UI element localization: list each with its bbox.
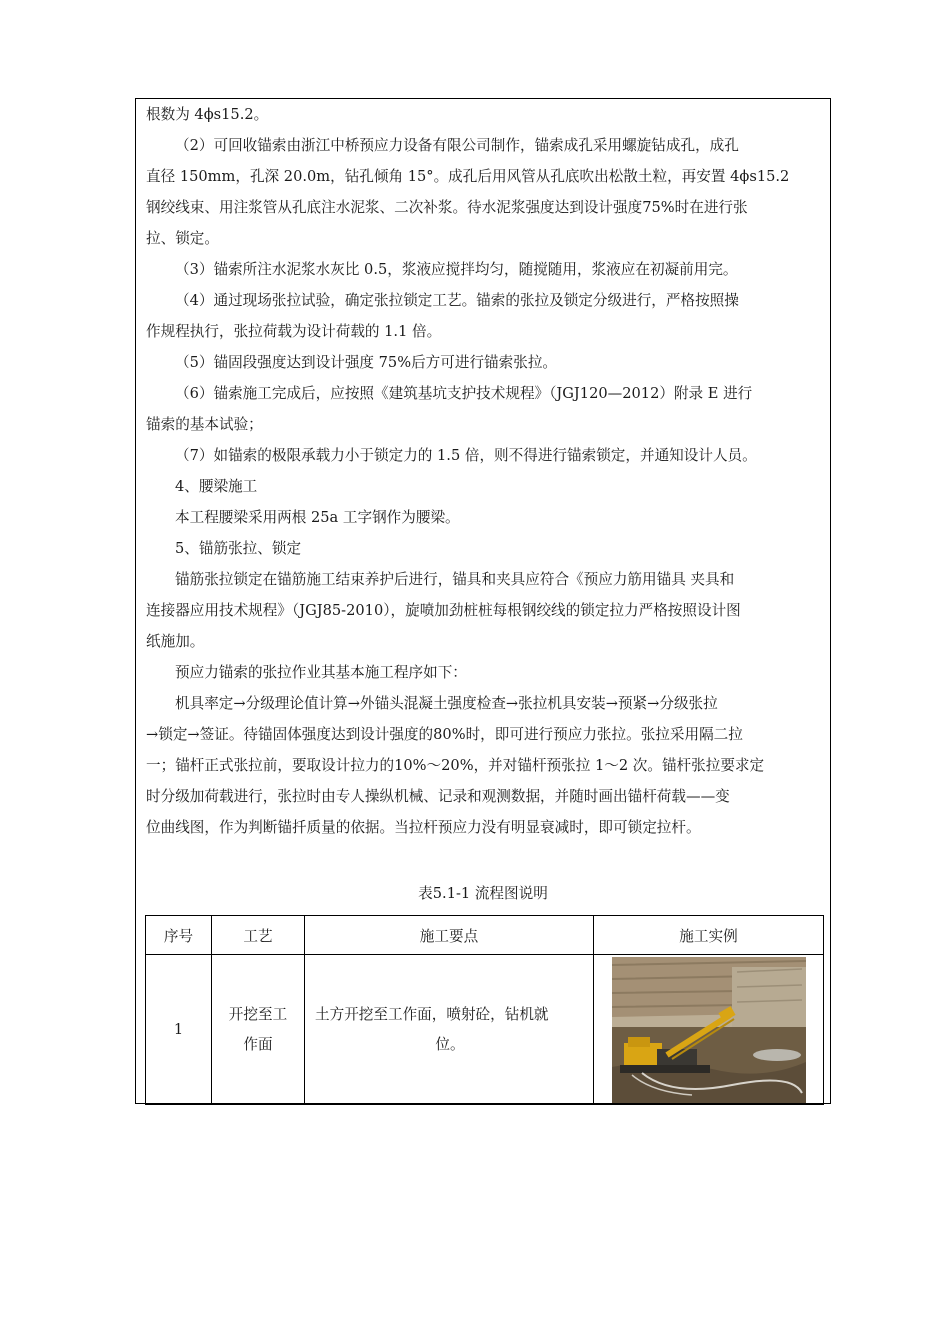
header-no: 序号 bbox=[146, 916, 212, 955]
paragraph-line: 一；锚杆正式张拉前，要取设计拉力的10%～20%，并对锚杆预张拉 1～2 次。锚杆张拉要求定 bbox=[146, 757, 765, 774]
paragraph-line: （6）锚索施工完成后，应按照《建筑基坑支护技术规程》（JGJ120—2012）附录 E 进行 bbox=[175, 385, 753, 402]
paragraph-line: 锚索的基本试验； bbox=[146, 416, 263, 433]
paragraph-line: 时分级加荷载进行，张拉时由专人操纵机械、记录和观测数据，并随时画出锚杆荷载——变 bbox=[146, 788, 730, 805]
header-points: 施工要点 bbox=[305, 916, 594, 955]
row-no: 1 bbox=[146, 955, 212, 1105]
flow-table bbox=[145, 915, 824, 1105]
document-frame bbox=[135, 98, 831, 1104]
paragraph-line: 位曲线图，作为判断锚扦质量的依据。当拉杆预应力没有明显衰减时，即可锁定拉杆。 bbox=[146, 819, 701, 836]
paragraph-line: 纸施加。 bbox=[146, 633, 205, 650]
paragraph-line: （2）可回收锚索由浙江中桥预应力设备有限公司制作，锚索成孔采用螺旋钻成孔，成孔 bbox=[175, 137, 739, 154]
paragraph-line: 本工程腰梁采用两根 25a 工字钢作为腰梁。 bbox=[175, 509, 460, 526]
row-points bbox=[305, 955, 594, 1105]
paragraph-line: 拉、锁定。 bbox=[146, 230, 219, 247]
paragraph-line: 4、腰梁施工 bbox=[175, 478, 258, 495]
header-example: 施工实例 bbox=[594, 916, 824, 955]
row-points-line: 土方开挖至工作面，喷射砼，钻机就 bbox=[315, 1005, 549, 1023]
paragraph-line: 根数为 4ϕs15.2。 bbox=[146, 106, 269, 123]
paragraph-line: 作规程执行，张拉荷载为设计荷载的 1.1 倍。 bbox=[146, 323, 442, 340]
table-header-row bbox=[146, 916, 824, 955]
paragraph-line: →锁定→签证。待锚固体强度达到设计强度的80%时，即可进行预应力张拉。张拉采用隔二拉 bbox=[146, 726, 743, 743]
row-process-line: 开挖至工 bbox=[228, 1005, 288, 1023]
paragraph-line: 5、锚筋张拉、锁定 bbox=[175, 540, 302, 557]
paragraph-line: （7）如锚索的极限承载力小于锁定力的 1.5 倍，则不得进行锚索锁定，并通知设计人员。 bbox=[175, 447, 757, 464]
construction-photo bbox=[612, 957, 806, 1103]
row-points-line: 位。 bbox=[435, 1035, 465, 1053]
paragraph-line: （4）通过现场张拉试验，确定张拉锁定工艺。锚索的张拉及锁定分级进行，严格按照操 bbox=[175, 292, 739, 309]
drilling-rig-image bbox=[612, 957, 806, 1103]
row-process-line: 作面 bbox=[243, 1035, 273, 1053]
paragraph-line: （3）锚索所注水泥浆水灰比 0.5，浆液应搅拌均匀，随搅随用，浆液应在初凝前用完。 bbox=[175, 261, 738, 278]
paragraph-line: 锚筋张拉锁定在锚筋施工结束养护后进行，锚具和夹具应符合《预应力筋用锚具 夹具和 bbox=[175, 571, 735, 588]
paragraph-line: （5）锚固段强度达到设计强度 75%后方可进行锚索张拉。 bbox=[175, 354, 558, 371]
paragraph-line: 钢绞线束、用注浆管从孔底注水泥浆、二次补浆。待水泥浆强度达到设计强度75%时在进行张 bbox=[146, 199, 748, 216]
table-caption: 表5.1-1 流程图说明 bbox=[418, 885, 548, 902]
table-row bbox=[146, 955, 824, 1105]
paragraph-line: 连接器应用技术规程》（JGJ85-2010），旋喷加劲桩桩每根钢绞线的锁定拉力严格按照设计图 bbox=[146, 602, 741, 619]
paragraph-line: 机具率定→分级理论值计算→外锚头混凝土强度检查→张拉机具安装→预紧→分级张拉 bbox=[175, 695, 718, 712]
row-example bbox=[594, 955, 824, 1105]
body-text bbox=[146, 99, 822, 843]
paragraph-line: 预应力锚索的张拉作业其基本施工程序如下： bbox=[175, 664, 467, 681]
header-process: 工艺 bbox=[212, 916, 305, 955]
row-process bbox=[212, 955, 305, 1105]
paragraph-line: 直径 150mm，孔深 20.0m，钻孔倾角 15°。成孔后用风管从孔底吹出松散土粒，再安置 4ϕs15.2 bbox=[146, 168, 790, 185]
